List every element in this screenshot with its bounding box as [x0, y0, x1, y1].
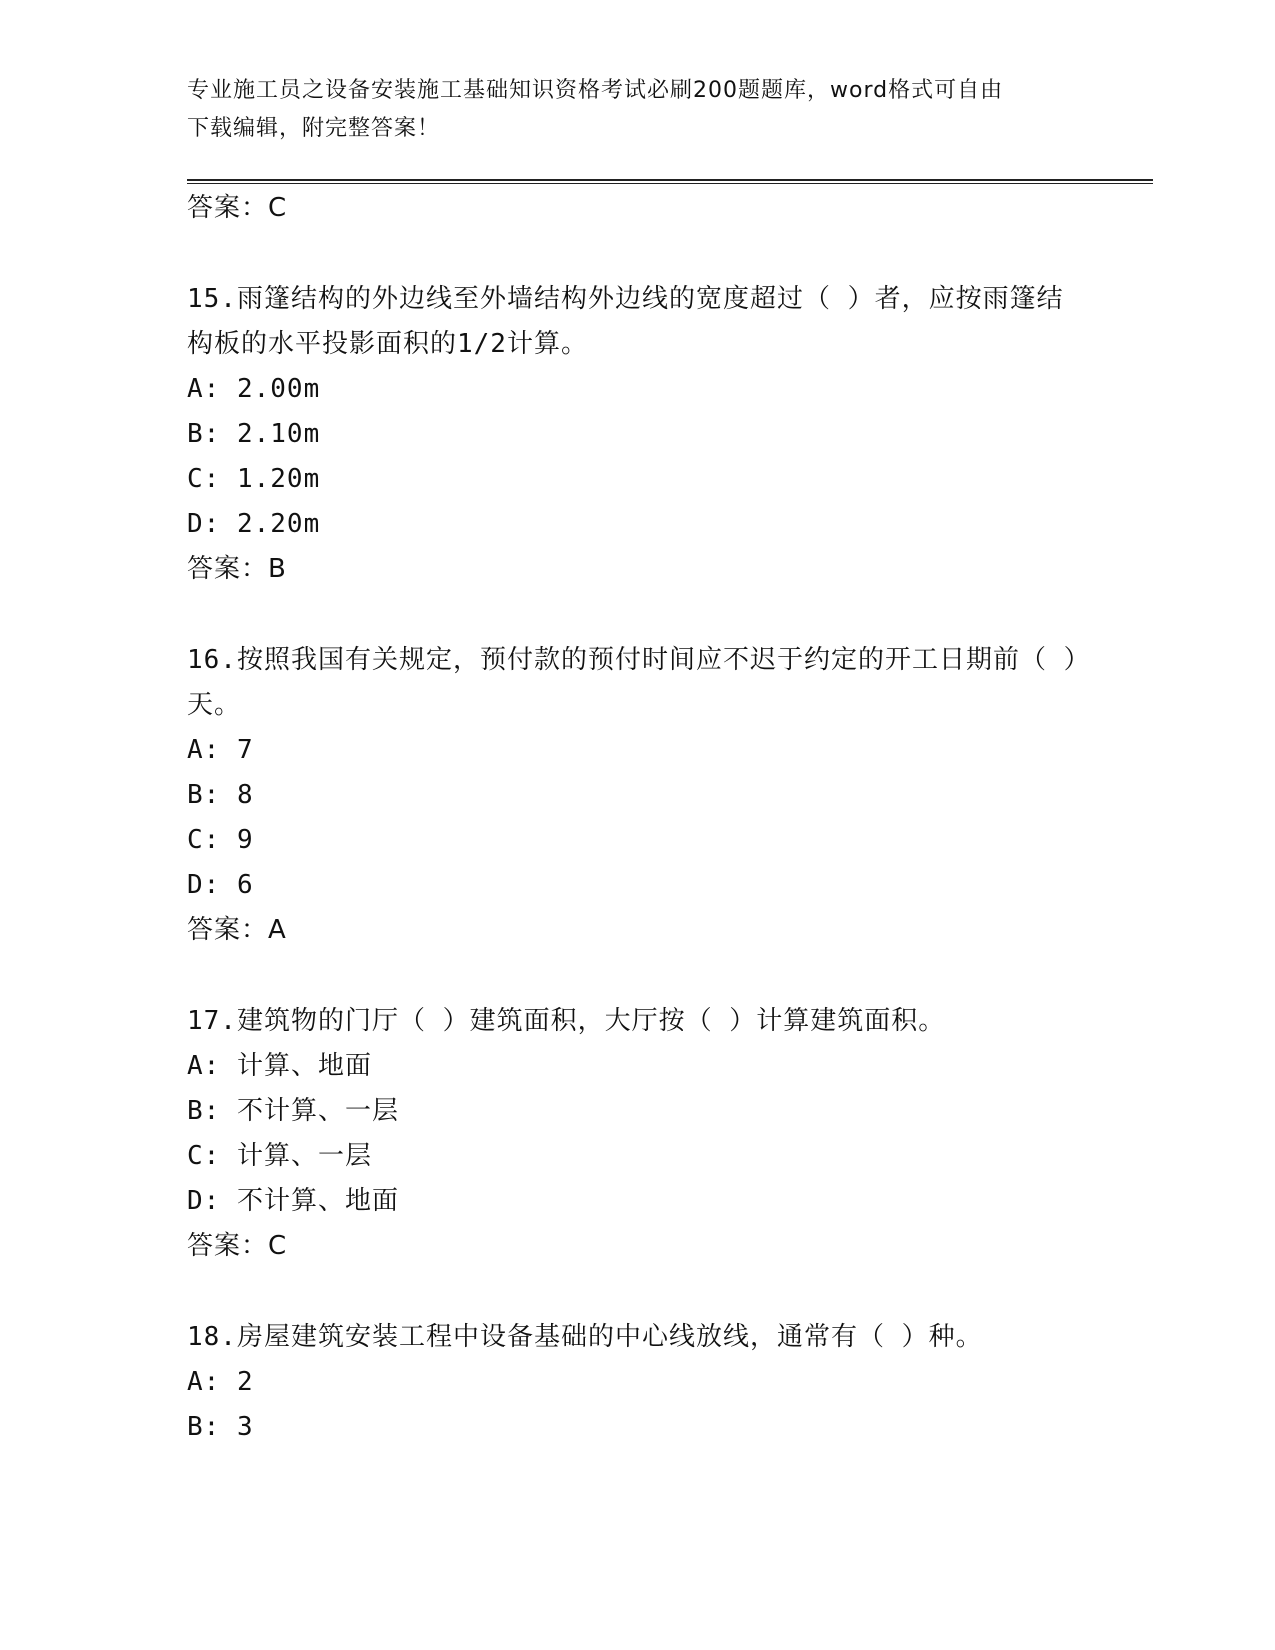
option-b: B: 8	[187, 780, 254, 810]
answer-line: 答案：C	[187, 1231, 288, 1261]
option-a: A: 7	[187, 735, 254, 765]
option-d: D: 6	[187, 870, 254, 900]
header-rule-thick	[187, 179, 1153, 181]
option-a: A: 2.00m	[187, 374, 321, 404]
question-16	[187, 638, 1087, 953]
option-a: A: 2	[187, 1367, 254, 1397]
option-b: B: 不计算、一层	[187, 1096, 399, 1126]
question-list	[187, 186, 1087, 1450]
option-b: B: 2.10m	[187, 419, 321, 449]
question-15	[187, 277, 1087, 592]
question-text: 15.雨篷结构的外边线至外墙结构外边线的宽度超过（ ）者，应按雨篷结构板的水平投影面积的1/2计算。	[187, 284, 1064, 359]
answer-line: 答案：C	[187, 193, 288, 223]
option-d: D: 2.20m	[187, 509, 321, 539]
question-18	[187, 1315, 1087, 1450]
document-header	[187, 72, 1067, 148]
option-b: B: 3	[187, 1412, 254, 1442]
header-line-1: 专业施工员之设备安装施工基础知识资格考试必刷200题题库，word格式可自由	[187, 78, 1004, 103]
option-d: D: 不计算、地面	[187, 1186, 399, 1216]
header-rule-thin	[187, 183, 1153, 184]
question-text: 17.建筑物的门厅（ ）建筑面积，大厅按（ ）计算建筑面积。	[187, 1006, 946, 1036]
option-c: C: 9	[187, 825, 254, 855]
option-a: A: 计算、地面	[187, 1051, 372, 1081]
question-17	[187, 999, 1087, 1269]
option-c: C: 计算、一层	[187, 1141, 372, 1171]
question-text: 16.按照我国有关规定，预付款的预付时间应不迟于约定的开工日期前（ ）天。	[187, 645, 1078, 720]
header-line-2: 下载编辑，附完整答案！	[187, 116, 441, 141]
question-text: 18.房屋建筑安装工程中设备基础的中心线放线，通常有（ ）种。	[187, 1322, 983, 1352]
answer-line: 答案：A	[187, 915, 287, 945]
option-c: C: 1.20m	[187, 464, 321, 494]
answer-line: 答案：B	[187, 554, 287, 584]
